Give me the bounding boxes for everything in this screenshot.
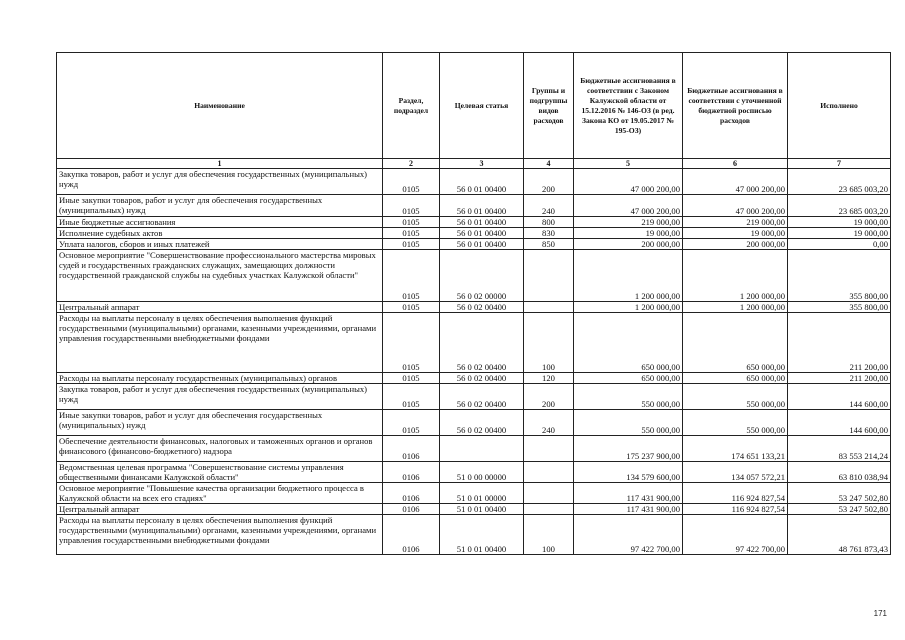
table-row [57,384,891,410]
row-executed: 355 800,00 [788,302,891,313]
header-refined-assignment: Бюджетные ассигнования в соответствии с уточненной бюджетной росписью расходов [683,53,788,159]
row-name: Расходы на выплаты персоналу в целях обеспечения выполнения функций государственными (муниципальными) органами, казенными учреждениями, органами управления государственными внебюджетными фондами [57,313,383,373]
row-law-assignment: 650 000,00 [574,373,683,384]
row-statya: 56 0 02 00400 [440,410,524,436]
row-vid: 200 [524,384,574,410]
header-razdel: Раздел, подраздел [383,53,440,159]
table-row [57,239,891,250]
row-refined-assignment: 219 000,00 [683,217,788,228]
page-number: 171 [873,609,887,618]
table-row [57,169,891,195]
table-row [57,302,891,313]
row-razdel: 0106 [383,462,440,483]
row-refined-assignment: 650 000,00 [683,313,788,373]
row-executed: 19 000,00 [788,228,891,239]
row-refined-assignment: 550 000,00 [683,384,788,410]
row-razdel: 0105 [383,250,440,302]
row-vid: 120 [524,373,574,384]
row-law-assignment: 19 000,00 [574,228,683,239]
row-executed: 48 761 873,43 [788,515,891,555]
row-refined-assignment: 200 000,00 [683,239,788,250]
row-razdel: 0105 [383,384,440,410]
table-row [57,195,891,217]
row-name: Основное мероприятие "Совершенствование профессионального мастерства мировых судей и государственных гражданских служащих, замещающих должности государственной гражданской службы на судебных участках Калужской области" [57,250,383,302]
column-number: 3 [440,159,524,169]
budget-table [56,52,891,555]
row-statya: 56 0 01 00400 [440,195,524,217]
row-vid [524,462,574,483]
header-executed: Исполнено [788,53,891,159]
row-law-assignment: 219 000,00 [574,217,683,228]
row-name: Иные закупки товаров, работ и услуг для обеспечения государственных (муниципальных) нужд [57,195,383,217]
column-number: 5 [574,159,683,169]
row-razdel: 0106 [383,515,440,555]
row-statya: 56 0 02 00400 [440,384,524,410]
row-name: Расходы на выплаты персоналу в целях обеспечения выполнения функций государственными (муниципальными) органами, казенными учреждениями, органами управления государственными внебюджетными фондами [57,515,383,555]
row-vid [524,483,574,504]
row-refined-assignment: 650 000,00 [683,373,788,384]
row-statya: 56 0 02 00400 [440,313,524,373]
row-name: Основное мероприятие "Повышение качества организации бюджетного процесса в Калужской области на всех его стадиях" [57,483,383,504]
row-statya: 56 0 02 00400 [440,373,524,384]
row-executed: 144 600,00 [788,410,891,436]
row-vid: 200 [524,169,574,195]
row-executed: 23 685 003,20 [788,169,891,195]
row-statya: 51 0 01 00000 [440,483,524,504]
row-razdel: 0105 [383,373,440,384]
row-vid: 240 [524,410,574,436]
row-refined-assignment: 1 200 000,00 [683,250,788,302]
row-refined-assignment: 116 924 827,54 [683,483,788,504]
row-vid [524,302,574,313]
row-law-assignment: 175 237 900,00 [574,436,683,462]
row-refined-assignment: 1 200 000,00 [683,302,788,313]
header-vid: Группы и подгруппы видов расходов [524,53,574,159]
header-law-assignment: Бюджетные ассигнования в соответствии с Законом Калужской области от 15.12.2016 № 146-ОЗ (в ред. Закона КО от 19.05.2017 № 195-ОЗ) [574,53,683,159]
column-number-row [57,159,891,169]
row-razdel: 0105 [383,169,440,195]
row-statya: 56 0 01 00400 [440,217,524,228]
header-statya: Целевая статья [440,53,524,159]
row-law-assignment: 117 431 900,00 [574,483,683,504]
row-refined-assignment: 550 000,00 [683,410,788,436]
row-statya: 51 0 01 00400 [440,504,524,515]
row-name: Иные бюджетные ассигнования [57,217,383,228]
row-executed: 355 800,00 [788,250,891,302]
row-name: Закупка товаров, работ и услуг для обеспечения государственных (муниципальных) нужд [57,169,383,195]
row-executed: 19 000,00 [788,217,891,228]
row-name: Центральный аппарат [57,302,383,313]
row-statya: 56 0 01 00400 [440,169,524,195]
row-name: Обеспечение деятельности финансовых, налоговых и таможенных органов и органов финансового (финансово-бюджетного) надзора [57,436,383,462]
row-refined-assignment: 116 924 827,54 [683,504,788,515]
row-name: Иные закупки товаров, работ и услуг для обеспечения государственных (муниципальных) нужд [57,410,383,436]
row-executed: 53 247 502,80 [788,483,891,504]
row-statya [440,436,524,462]
row-razdel: 0105 [383,302,440,313]
row-razdel: 0105 [383,228,440,239]
row-law-assignment: 97 422 700,00 [574,515,683,555]
row-name: Ведомственная целевая программа "Совершенствование системы управления общественными финансами Калужской области" [57,462,383,483]
table-row [57,436,891,462]
row-refined-assignment: 19 000,00 [683,228,788,239]
table-row [57,313,891,373]
row-executed: 0,00 [788,239,891,250]
table-row [57,373,891,384]
header-name: Наименование [57,53,383,159]
row-vid [524,250,574,302]
row-vid: 240 [524,195,574,217]
table-row [57,250,891,302]
row-executed: 63 810 038,94 [788,462,891,483]
row-vid: 100 [524,515,574,555]
header-row [57,53,891,159]
table-row [57,228,891,239]
row-name: Закупка товаров, работ и услуг для обеспечения государственных (муниципальных) нужд [57,384,383,410]
row-razdel: 0106 [383,483,440,504]
row-law-assignment: 134 579 600,00 [574,462,683,483]
column-number: 2 [383,159,440,169]
row-name: Исполнение судебных актов [57,228,383,239]
row-vid [524,436,574,462]
row-law-assignment: 650 000,00 [574,313,683,373]
row-statya: 56 0 02 00400 [440,302,524,313]
row-name: Центральный аппарат [57,504,383,515]
row-law-assignment: 117 431 900,00 [574,504,683,515]
row-razdel: 0106 [383,504,440,515]
row-refined-assignment: 134 057 572,21 [683,462,788,483]
table-row [57,462,891,483]
row-law-assignment: 550 000,00 [574,410,683,436]
row-razdel: 0105 [383,217,440,228]
row-law-assignment: 1 200 000,00 [574,302,683,313]
column-number: 4 [524,159,574,169]
row-name: Уплата налогов, сборов и иных платежей [57,239,383,250]
row-executed: 144 600,00 [788,384,891,410]
row-name: Расходы на выплаты персоналу государственных (муниципальных) органов [57,373,383,384]
table-row [57,410,891,436]
table-row [57,515,891,555]
row-law-assignment: 200 000,00 [574,239,683,250]
row-vid [524,504,574,515]
row-executed: 83 553 214,24 [788,436,891,462]
column-number: 1 [57,159,383,169]
table-row [57,217,891,228]
table-row [57,483,891,504]
column-number: 6 [683,159,788,169]
row-executed: 53 247 502,80 [788,504,891,515]
row-statya: 56 0 02 00000 [440,250,524,302]
table-row [57,504,891,515]
row-executed: 211 200,00 [788,373,891,384]
row-razdel: 0106 [383,436,440,462]
column-number: 7 [788,159,891,169]
row-razdel: 0105 [383,313,440,373]
row-executed: 23 685 003,20 [788,195,891,217]
row-razdel: 0105 [383,239,440,250]
row-refined-assignment: 47 000 200,00 [683,195,788,217]
row-law-assignment: 550 000,00 [574,384,683,410]
row-razdel: 0105 [383,195,440,217]
row-statya: 56 0 01 00400 [440,239,524,250]
row-vid: 830 [524,228,574,239]
row-vid: 850 [524,239,574,250]
row-refined-assignment: 97 422 700,00 [683,515,788,555]
row-statya: 56 0 01 00400 [440,228,524,239]
row-law-assignment: 1 200 000,00 [574,250,683,302]
row-vid: 800 [524,217,574,228]
row-executed: 211 200,00 [788,313,891,373]
row-vid: 100 [524,313,574,373]
row-refined-assignment: 47 000 200,00 [683,169,788,195]
row-statya: 51 0 00 00000 [440,462,524,483]
row-statya: 51 0 01 00400 [440,515,524,555]
row-law-assignment: 47 000 200,00 [574,169,683,195]
row-refined-assignment: 174 651 133,21 [683,436,788,462]
row-law-assignment: 47 000 200,00 [574,195,683,217]
row-razdel: 0105 [383,410,440,436]
